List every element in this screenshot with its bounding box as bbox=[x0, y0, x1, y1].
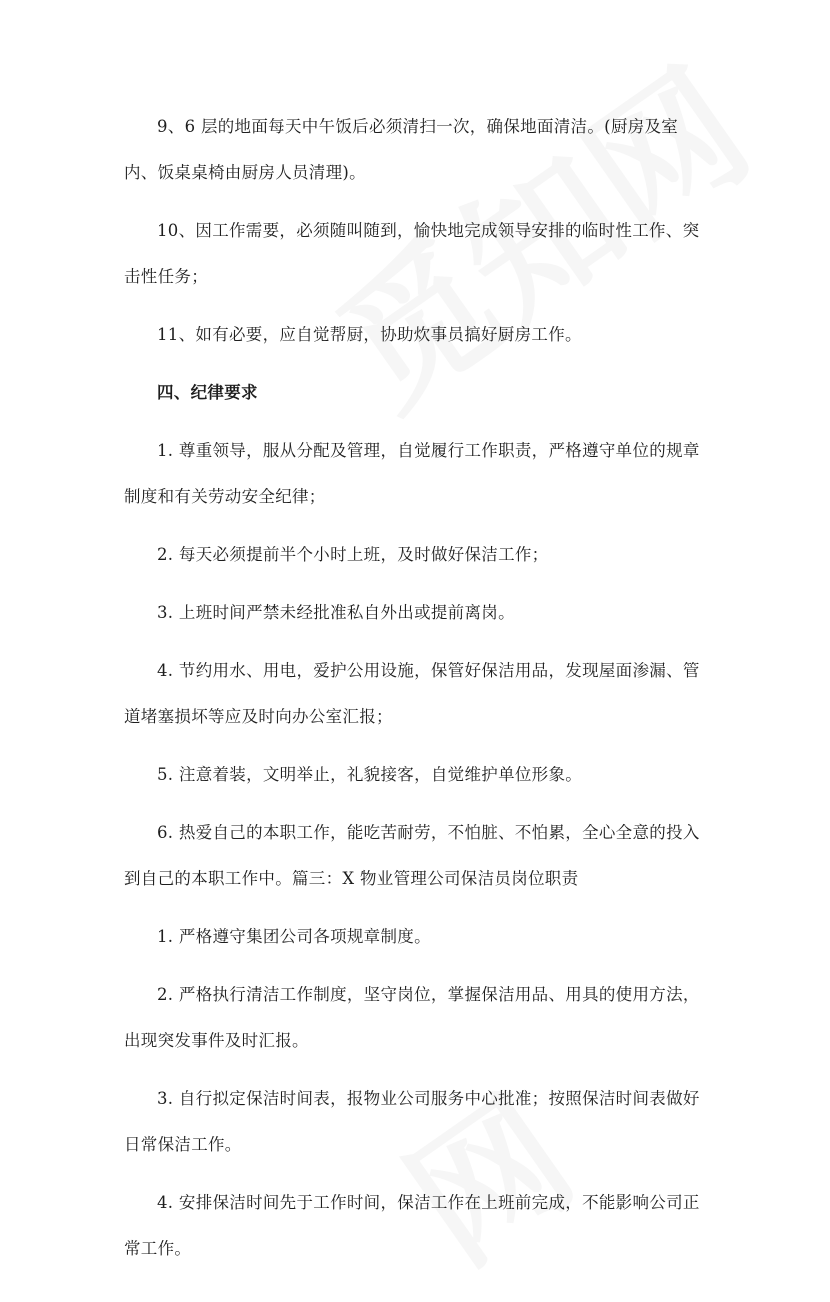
discipline-item-3: 3. 上班时间严禁未经批准私自外出或提前离岗。 bbox=[157, 603, 515, 622]
paragraph-item-9: 9、6 层的地面每天中午饭后必须清扫一次，确保地面清洁。(厨房及室内、饭桌桌椅由厨房人员清理)。 bbox=[124, 117, 679, 182]
discipline-item-6: 6. 热爱自己的本职工作，能吃苦耐劳，不怕脏、不怕累，全心全意的投入到自己的本职工作中。篇三：X 物业管理公司保洁员岗位职责 bbox=[124, 823, 700, 888]
responsibility-item-3: 3. 自行拟定保洁时间表，报物业公司服务中心批准；按照保洁时间表做好日常保洁工作。 bbox=[124, 1089, 700, 1154]
responsibility-item-2: 2. 严格执行清洁工作制度，坚守岗位，掌握保洁用品、用具的使用方法，出现突发事件及时汇报。 bbox=[124, 985, 700, 1050]
discipline-item-1: 1. 尊重领导，服从分配及管理，自觉履行工作职责，严格遵守单位的规章制度和有关劳动安全纪律； bbox=[124, 441, 700, 506]
discipline-item-4: 4. 节约用水、用电，爱护公用设施，保管好保洁用品，发现屋面渗漏、管道堵塞损坏等应及时向办公室汇报； bbox=[124, 661, 700, 726]
discipline-item-5: 5. 注意着装，文明举止，礼貌接客，自觉维护单位形象。 bbox=[157, 765, 583, 784]
section-heading-discipline: 四、纪律要求 bbox=[157, 383, 258, 402]
paragraph-item-11: 11、如有必要，应自觉帮厨，协助炊事员搞好厨房工作。 bbox=[157, 325, 582, 344]
discipline-item-2: 2. 每天必须提前半个小时上班，及时做好保洁工作； bbox=[157, 545, 549, 564]
responsibility-item-1: 1. 严格遵守集团公司各项规章制度。 bbox=[157, 927, 431, 946]
paragraph-item-10: 10、因工作需要，必须随叫随到，愉快地完成领导安排的临时性工作、突击性任务； bbox=[124, 221, 700, 286]
responsibility-item-4: 4. 安排保洁时间先于工作时间，保洁工作在上班前完成，不能影响公司正常工作。 bbox=[124, 1193, 700, 1258]
